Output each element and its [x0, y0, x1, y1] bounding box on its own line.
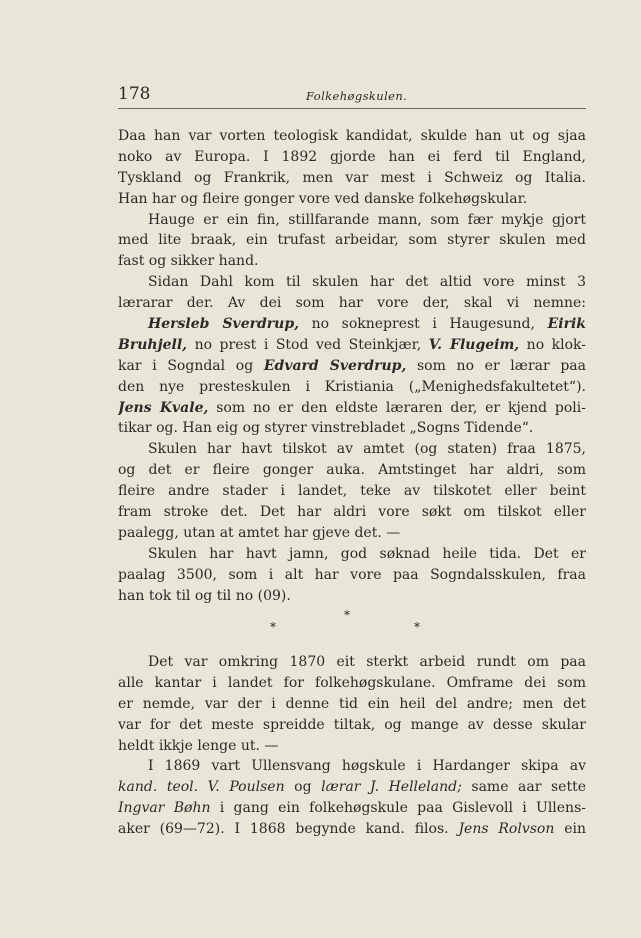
text-line: er nemde, var der i denne tid ein heil del andre; men det [118, 695, 586, 712]
running-title: Folkehøgskulen. [306, 89, 408, 103]
text-line: fleire andre stader i landet, teke av tilskotet eller beint [118, 483, 586, 500]
text-line: Hauge er ein fin, stillfarande mann, som fær mykje gjort [148, 211, 586, 228]
person-name: Edvard Sverdrup, [263, 357, 407, 374]
text-line: Han har og fleire gonger vore ved danske folkehøgskular. [118, 190, 528, 207]
body-text-lower [118, 652, 586, 840]
paragraph [118, 210, 586, 273]
text-run: kar i Sogndal og [118, 357, 264, 374]
section-break [118, 608, 586, 634]
person-name: Eirik [547, 316, 586, 333]
text-run: aker (69—72). I 1868 begynde kand. filos. [118, 821, 459, 838]
text-run: no sokneprest i Haugesund, [298, 316, 548, 333]
text-line: Skulen har havt tilskot av amtet (og staten) fraa 1875, [148, 441, 586, 458]
text-line: Sidan Dahl kom til skulen har det altid vore minst 3 [148, 274, 586, 291]
text-run: som no er lærar paa [406, 357, 586, 374]
paragraph [118, 756, 586, 840]
text-run: same aar sette [461, 779, 586, 796]
page-number: 178 [118, 84, 151, 104]
text-line: Det var omkring 1870 eit sterkt arbeid rundt om paa [148, 654, 586, 670]
text-line: noko av Europa. I 1892 gjorde han ei ferd til England, [118, 148, 586, 165]
person-name: Jens Kvale, [118, 399, 209, 416]
text-run: og [284, 779, 322, 796]
text-line: var for det meste spreidde tiltak, og mange av desse skular [118, 716, 586, 733]
paragraph [118, 272, 586, 439]
person-name: Bruhjell, [118, 336, 188, 353]
person-name: Jens Rolvson [458, 821, 555, 838]
text-line [118, 335, 586, 356]
text-line: tikar og. Han eig og styrer vinstrebladet „Sogns Tidende“. [118, 420, 534, 437]
person-name: Hersleb Sverdrup, [148, 316, 299, 333]
asterisk-ornament: * [344, 608, 350, 622]
text-line: I 1869 vart Ullensvang høgskule i Hardanger skipa av [148, 758, 586, 775]
text-run: som no er den eldste læraren der, er kjend poli- [208, 399, 586, 416]
text-line: den nye presteskulen i Kristiania („Menighedsfakultetet“). [118, 378, 586, 395]
text-line: fram stroke det. Det har aldri vore søkt om tilskot eller [118, 504, 586, 521]
text-line: Skulen har havt jamn, god søknad heile tida. Det er [148, 545, 586, 562]
paragraph [118, 652, 586, 756]
text-line [118, 798, 586, 819]
text-line: paalegg, utan at amtet har gjeve det. — [118, 524, 401, 541]
text-line: og det er fleire gonger auka. Amtstinget har aldri, som [118, 462, 586, 479]
text-run: i gang ein folkehøgskule paa Gislevoll i Ullens- [210, 800, 586, 817]
person-name: lærar J. Helleland; [321, 779, 462, 796]
text-line: fast og sikker hand. [118, 253, 259, 270]
text-run: no prest i Stod ved Steinkjær, [187, 336, 429, 353]
person-name: V. Flugeim, [428, 336, 520, 353]
page-header [118, 84, 586, 110]
asterisk-ornament: * [414, 620, 420, 634]
text-line: Tyskland og Frankrik, men var mest i Schweiz og Italia. [118, 169, 586, 186]
text-line: han tok til og til no (09). [118, 587, 291, 604]
text-line: med lite braak, ein trufast arbeidar, som styrer skulen med [118, 232, 586, 249]
text-run: ein [554, 821, 586, 838]
text-line [118, 314, 586, 335]
person-name: Ingvar Bøhn [118, 800, 211, 817]
text-line [118, 398, 586, 419]
text-line [118, 777, 586, 798]
asterisk-ornament: * [270, 620, 276, 634]
header-rule [118, 108, 586, 109]
text-line: alle kantar i landet for folkehøgskulane. Omframe dei som [118, 674, 586, 691]
text-line: heldt ikkje lenge ut. — [118, 737, 279, 754]
paragraph [118, 544, 586, 607]
text-line: lærarar der. Av dei som har vore der, skal vi nemne: [118, 295, 586, 312]
text-line [118, 819, 586, 840]
text-line: paalag 3500, som i alt har vore paa Sogndalsskulen, fraa [118, 566, 586, 583]
text-line: Daa han var vorten teologisk kandidat, skulde han ut og sjaa [118, 128, 586, 144]
paragraph [118, 439, 586, 543]
body-text-upper [118, 126, 586, 606]
text-line [118, 356, 586, 377]
person-name: kand. teol. V. Poulsen [118, 779, 285, 796]
text-run: no klok- [519, 336, 586, 353]
paragraph [118, 126, 586, 210]
